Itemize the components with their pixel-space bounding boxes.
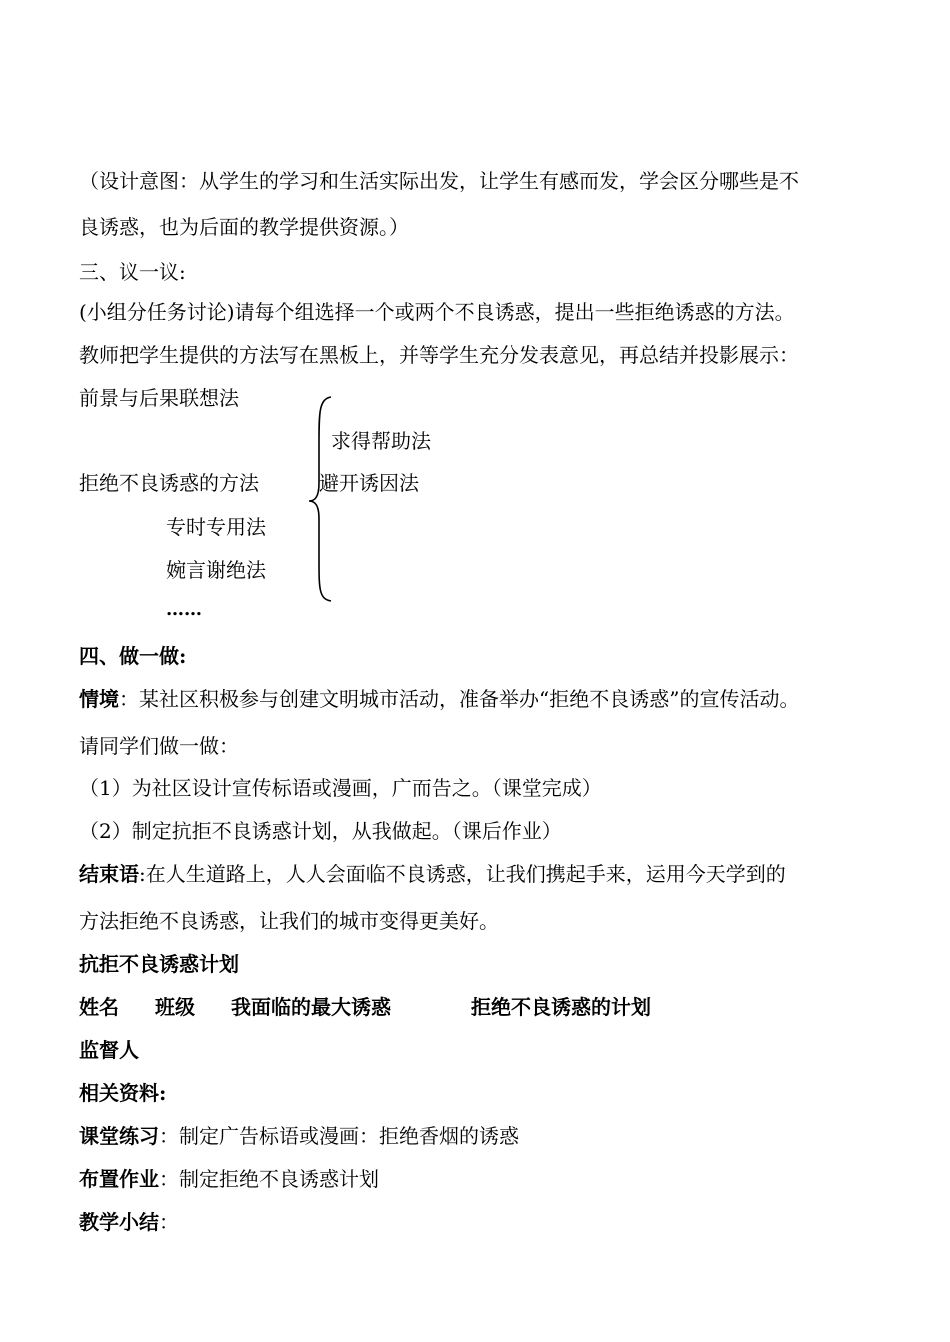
situation-label: 情境 — [79, 687, 119, 711]
practice-text: ：制定广告标语或漫画：拒绝香烟的诱惑 — [159, 1124, 519, 1148]
section-3-title: 三、议一议: — [79, 260, 186, 284]
design-intent-line-2: 良诱惑，也为后面的教学提供资源。） — [79, 215, 409, 239]
summary-label: 教学小结 — [79, 1210, 159, 1234]
plan-columns — [79, 994, 779, 1020]
design-intent-line-1: （设计意图：从学生的学习和生活实际出发，让学生有感而发，学会区分哪些是不 — [79, 169, 799, 193]
closing-label: 结束语 — [79, 862, 139, 886]
plan-supervisor: 监督人 — [79, 1038, 139, 1062]
practice-line — [79, 1123, 519, 1149]
section-3-task: (小组分任务讨论)请每个组选择一个或两个不良诱惑，提出一些拒绝诱惑的方法。 — [79, 300, 795, 324]
plan-col-class: 班级 — [155, 995, 195, 1019]
homework-label: 布置作业 — [79, 1167, 159, 1191]
curly-brace — [305, 393, 335, 605]
practice-label: 课堂练习 — [79, 1124, 159, 1148]
situation-text: ：某社区积极参与创建文明城市活动，准备举办“拒绝不良诱惑”的宣传活动。 — [119, 687, 800, 711]
homework-line — [79, 1166, 379, 1192]
plan-col-name: 姓名 — [79, 995, 119, 1019]
method-foresight: 前景与后果联想法 — [79, 386, 239, 410]
section-3-teacher: 教师把学生提供的方法写在黑板上，并等学生充分发表意见，再总结并投影展示： — [79, 343, 799, 367]
summary-text: ： — [159, 1210, 179, 1234]
method-ellipsis: …… — [166, 599, 202, 620]
task-1: （1）为社区设计宣传标语或漫画，广而告之。（课堂完成） — [79, 776, 602, 800]
method-time-dedicated: 专时专用法 — [166, 515, 266, 539]
method-seek-help: 求得帮助法 — [331, 429, 431, 453]
closing-line-2: 方法拒绝不良诱惑，让我们的城市变得更美好。 — [79, 909, 499, 933]
plan-title: 抗拒不良诱惑计划 — [79, 952, 239, 976]
closing-line-1 — [79, 861, 786, 887]
summary-line — [79, 1209, 179, 1235]
closing-text-1: :在人生道路上，人人会面临不良诱惑，让我们携起手来，运用今天学到的 — [139, 862, 786, 886]
method-avoid-cause: 避开诱因法 — [319, 471, 419, 495]
task-2: （2）制定抗拒不良诱惑计划，从我做起。（课后作业） — [79, 819, 562, 843]
homework-text: ：制定拒绝不良诱惑计划 — [159, 1167, 379, 1191]
method-polite-decline: 婉言谢绝法 — [166, 558, 266, 582]
plan-col-temptation: 我面临的最大诱惑 — [231, 995, 391, 1019]
plan-col-plan: 拒绝不良诱惑的计划 — [471, 995, 651, 1019]
ask-line: 请同学们做一做： — [79, 734, 239, 758]
methods-main-label: 拒绝不良诱惑的方法 — [79, 471, 259, 495]
resources-label: 相关资料: — [79, 1081, 167, 1105]
situation-line — [79, 686, 799, 712]
section-4-title: 四、做一做: — [79, 644, 187, 668]
